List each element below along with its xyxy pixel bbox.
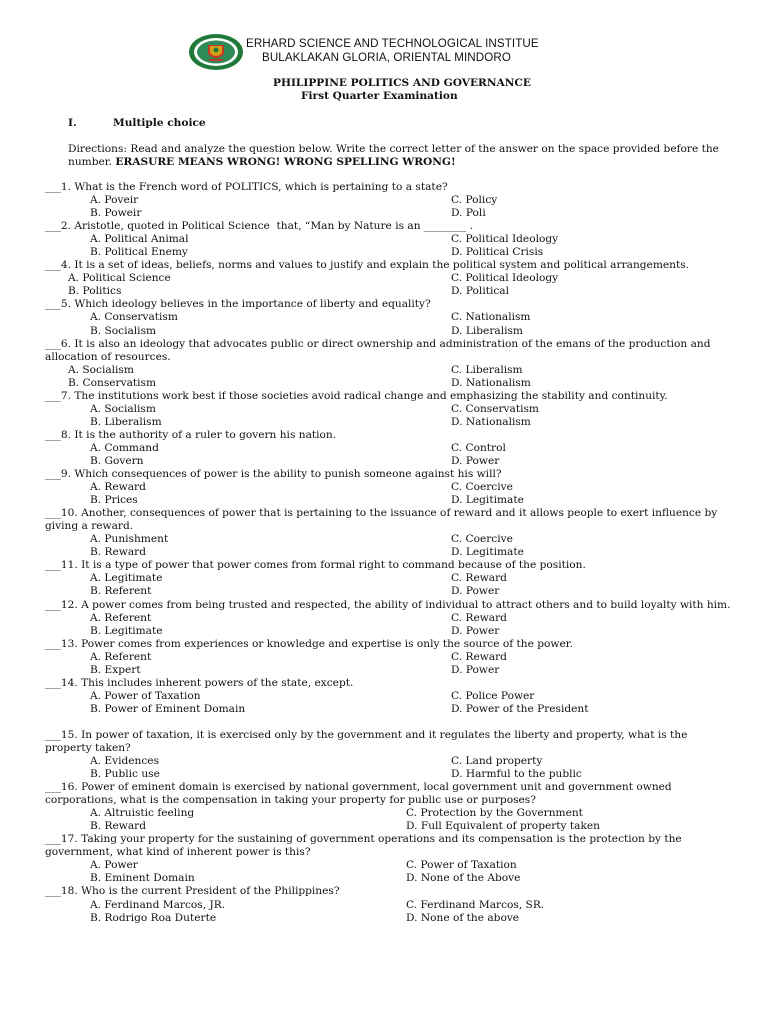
question-text: ___13. Power comes from experiences or knowledge and expertise is only the source of the power. (45, 637, 573, 650)
answer-option: B. Reward (90, 820, 146, 833)
question-item (45, 677, 735, 716)
answer-option: D. None of the Above (406, 872, 521, 885)
answer-option: A. Legitimate (90, 572, 163, 585)
answer-option: A. Command (90, 441, 159, 454)
answer-option: D. Power (451, 585, 500, 598)
answer-option: A. Altruistic feeling (90, 807, 195, 820)
question-text: ___18. Who is the current President of the Philippines? (45, 885, 340, 898)
answer-option: C. Reward (451, 572, 507, 585)
option-row (45, 481, 735, 494)
answer-option: A. Political Science (68, 272, 171, 285)
answer-option: D. Nationalism (451, 376, 531, 389)
answer-option: B. Conservatism (68, 376, 157, 389)
answer-option: B. Public use (90, 768, 160, 781)
answer-option: B. Govern (90, 454, 144, 467)
school-name: ERHARD SCIENCE AND TECHNOLOGICAL INSTITUE (246, 37, 539, 50)
question-text: ___12. A power comes from being trusted and respected, the ability of individual to attract others and to build loyalty with him. (45, 598, 731, 611)
answer-option: C. Control (451, 441, 506, 454)
option-row (45, 311, 735, 324)
question-item (45, 338, 735, 390)
subject-title: PHILIPPINE POLITICS AND GOVERNANCE (273, 77, 531, 89)
answer-option: C. Ferdinand Marcos, SR. (406, 898, 545, 911)
answer-option: A. Referent (90, 611, 152, 624)
directions (68, 143, 728, 169)
option-row (45, 625, 735, 638)
question-text: ___1. What is the French word of POLITICS, which is pertaining to a state? (45, 181, 448, 193)
option-row (45, 768, 735, 781)
part-number: I. (68, 117, 77, 129)
option-row (45, 494, 735, 507)
answer-option: A. Punishment (90, 533, 169, 546)
answer-option: A. Ferdinand Marcos, JR. (90, 898, 226, 911)
answer-option: B. Rodrigo Roa Duterte (90, 911, 217, 924)
answer-option: C. Policy (451, 194, 498, 207)
answer-option: B. Eminent Domain (90, 872, 195, 885)
answer-option: C. Coercive (451, 533, 513, 546)
answer-option: D. Liberalism (451, 324, 523, 337)
option-row (45, 872, 735, 885)
question-text: ___6. It is also an ideology that advocates public or direct ownership and administration of the emans of the production and allocation of resources. (45, 337, 714, 363)
option-row (45, 585, 735, 598)
answer-option: D. Power (451, 663, 500, 676)
question-text: ___2. Aristotle, quoted in Political Science that, “Man by Nature is an ________ . (45, 220, 474, 233)
answer-option: B. Socialism (90, 324, 157, 337)
option-row (45, 233, 735, 246)
option-row (45, 820, 735, 833)
answer-option: D. Power (451, 454, 500, 467)
option-row (45, 912, 735, 925)
answer-option: A. Socialism (68, 363, 134, 376)
option-row (45, 703, 735, 716)
answer-option: B. Poweir (90, 207, 142, 220)
question-item (45, 638, 735, 677)
answer-option: B. Referent (90, 585, 152, 598)
question-text: ___16. Power of eminent domain is exercised by national government, local government unit and government owned corporations, what is the compensation in taking your property for public use or purposes? (45, 781, 676, 807)
option-row (45, 364, 735, 377)
answer-option: A. Reward (90, 481, 146, 494)
option-row (45, 455, 735, 468)
question-text: ___15. In power of taxation, it is exercised only by the government and it regulates the liberty and property, what is the property taken? (45, 728, 691, 754)
option-row (45, 807, 735, 820)
question-item (45, 885, 735, 924)
option-row (45, 546, 735, 559)
question-text: ___9. Which consequences of power is the ability to punish someone against his will? (45, 468, 502, 481)
option-row (45, 690, 735, 703)
option-row (45, 442, 735, 455)
answer-option: C. Police Power (451, 689, 535, 702)
answer-option: D. Legitimate (451, 494, 524, 507)
answer-option: A. Power (90, 859, 138, 872)
option-row (45, 403, 735, 416)
option-row (45, 194, 735, 207)
answer-option: A. Political Animal (90, 233, 189, 246)
question-item (45, 429, 735, 468)
directions-text: Directions: Read and analyze the question below. Write the correct letter of the answer on the space provided before the number. (68, 143, 719, 168)
answer-option: D. Legitimate (451, 546, 524, 559)
option-row (45, 755, 735, 768)
question-text: ___4. It is a set of ideas, beliefs, norms and values to justify and explain the political system and political arrangements. (45, 259, 690, 272)
answer-option: D. Harmful to the public (451, 768, 582, 781)
answer-option: D. Power (451, 624, 500, 637)
question-text: ___10. Another, consequences of power that is pertaining to the issuance of reward and it allows people to exert influence by giving a reward. (45, 507, 721, 533)
option-row (45, 859, 735, 872)
option-row (45, 533, 735, 546)
answer-option: C. Coercive (451, 481, 513, 494)
question-text: ___14. This includes inherent powers of the state, except. (45, 676, 354, 689)
question-item (45, 559, 735, 598)
answer-option: D. Nationalism (451, 415, 531, 428)
answer-option: A. Poveir (90, 194, 139, 207)
answer-option: A. Power of Taxation (90, 689, 201, 702)
answer-option: B. Expert (90, 663, 141, 676)
option-row (45, 207, 735, 220)
question-item (45, 298, 735, 337)
spacer (45, 716, 735, 729)
question-text: ___7. The institutions work best if those societies avoid radical change and emphasizing the stability and continuity. (45, 389, 668, 402)
option-row (45, 285, 735, 298)
option-row (45, 272, 735, 285)
answer-option: A. Conservatism (90, 311, 178, 324)
question-item (45, 220, 735, 259)
answer-option: B. Reward (90, 546, 146, 559)
answer-option: B. Power of Eminent Domain (90, 702, 246, 715)
answer-option: B. Legitimate (90, 624, 163, 637)
option-row (45, 664, 735, 677)
answer-option: A. Referent (90, 650, 152, 663)
answer-option: C. Conservatism (451, 402, 539, 415)
answer-option: D. None of the above (406, 911, 520, 924)
question-item (45, 729, 735, 781)
answer-option: B. Politics (68, 285, 122, 298)
directions-emphasis: ERASURE MEANS WRONG! WRONG SPELLING WRONG! (115, 156, 456, 168)
exam-title: First Quarter Examination (301, 90, 458, 102)
option-row (45, 416, 735, 429)
question-item (45, 781, 735, 833)
answer-option: C. Protection by the Government (406, 807, 583, 820)
question-item (45, 599, 735, 638)
answer-option: D. Political (451, 285, 509, 298)
answer-option: A. Evidences (90, 755, 160, 768)
school-logo (188, 33, 244, 71)
question-text: ___11. It is a type of power that power comes from formal right to command because of the position. (45, 559, 586, 572)
question-item (45, 507, 735, 559)
option-row (45, 651, 735, 664)
answer-option: C. Nationalism (451, 311, 531, 324)
answer-option: B. Prices (90, 494, 138, 507)
question-item (45, 259, 735, 298)
option-row (45, 612, 735, 625)
option-row (45, 899, 735, 912)
answer-option: D. Poli (451, 207, 486, 220)
question-text: ___17. Taking your property for the sustaining of government operations and its compensation is the protection by the government, what kind of inherent power is this? (45, 833, 686, 859)
question-item (45, 833, 735, 885)
option-row (45, 572, 735, 585)
option-row (45, 377, 735, 390)
part-title: Multiple choice (113, 117, 206, 129)
answer-option: C. Political Ideology (451, 272, 559, 285)
answer-option: C. Reward (451, 611, 507, 624)
answer-option: D. Political Crisis (451, 246, 544, 259)
question-list (45, 181, 735, 925)
question-text: ___8. It is the authority of a ruler to govern his nation. (45, 428, 337, 441)
answer-option: A. Socialism (90, 402, 156, 415)
answer-option: C. Power of Taxation (406, 859, 517, 872)
answer-option: B. Liberalism (90, 415, 162, 428)
answer-option: C. Land property (451, 755, 543, 768)
answer-option: C. Liberalism (451, 363, 523, 376)
question-item (45, 468, 735, 507)
school-address: BULAKLAKAN GLORIA, ORIENTAL MINDORO (262, 51, 511, 64)
question-text: ___5. Which ideology believes in the importance of liberty and equality? (45, 298, 431, 311)
option-row (45, 246, 735, 259)
question-item (45, 181, 735, 220)
answer-option: D. Full Equivalent of property taken (406, 820, 600, 833)
question-item (45, 390, 735, 429)
answer-option: C. Reward (451, 650, 507, 663)
answer-option: B. Political Enemy (90, 246, 188, 259)
answer-option: C. Political Ideology (451, 233, 559, 246)
answer-option: D. Power of the President (451, 702, 589, 715)
option-row (45, 325, 735, 338)
